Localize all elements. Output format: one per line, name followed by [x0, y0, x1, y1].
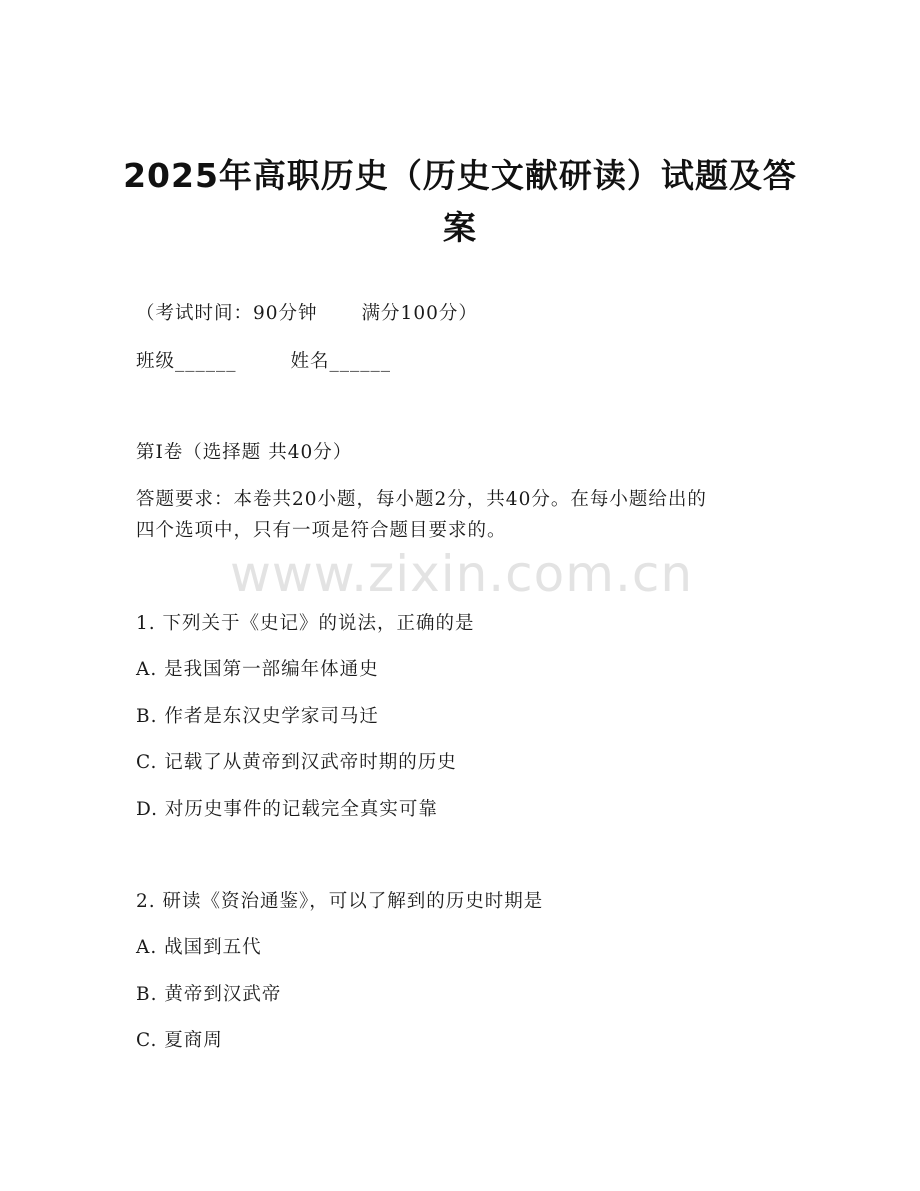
answer-option: A. 是我国第一部编年体通史	[136, 659, 379, 680]
answer-option: C. 记载了从黄帝到汉武帝时期的历史	[136, 752, 457, 773]
instructions-line-1: 答题要求：本卷共20小题，每小题2分，共40分。在每小题给出的	[136, 489, 707, 510]
name-field: 姓名______	[290, 351, 392, 372]
student-fields	[136, 350, 391, 374]
answer-option: B. 作者是东汉史学家司马迁	[136, 706, 379, 727]
answer-option: C. 夏商周	[136, 1030, 223, 1051]
exam-info	[136, 302, 478, 326]
question-stem: 1. 下列关于《史记》的说法，正确的是	[136, 613, 475, 634]
answer-option: B. 黄帝到汉武帝	[136, 984, 282, 1005]
title-line-1: 2025年高职历史（历史文献研读）试题及答	[123, 156, 797, 195]
answer-option: D. 对历史事件的记载完全真实可靠	[136, 799, 438, 820]
exam-full-score: 满分100分）	[361, 303, 478, 324]
question-stem: 2. 研读《资治通鉴》，可以了解到的历史时期是	[136, 891, 544, 912]
instructions-line-2: 四个选项中，只有一项是符合题目要求的。	[136, 520, 507, 541]
watermark: www.zixin.com.cn	[230, 545, 694, 603]
class-field: 班级______	[136, 351, 237, 372]
answer-option: A. 战国到五代	[136, 937, 262, 958]
section-heading: 第Ⅰ卷（选择题 共40分）	[136, 442, 353, 463]
exam-time: （考试时间：90分钟	[136, 303, 318, 324]
document-title	[120, 150, 800, 254]
title-line-2: 案	[443, 208, 477, 247]
